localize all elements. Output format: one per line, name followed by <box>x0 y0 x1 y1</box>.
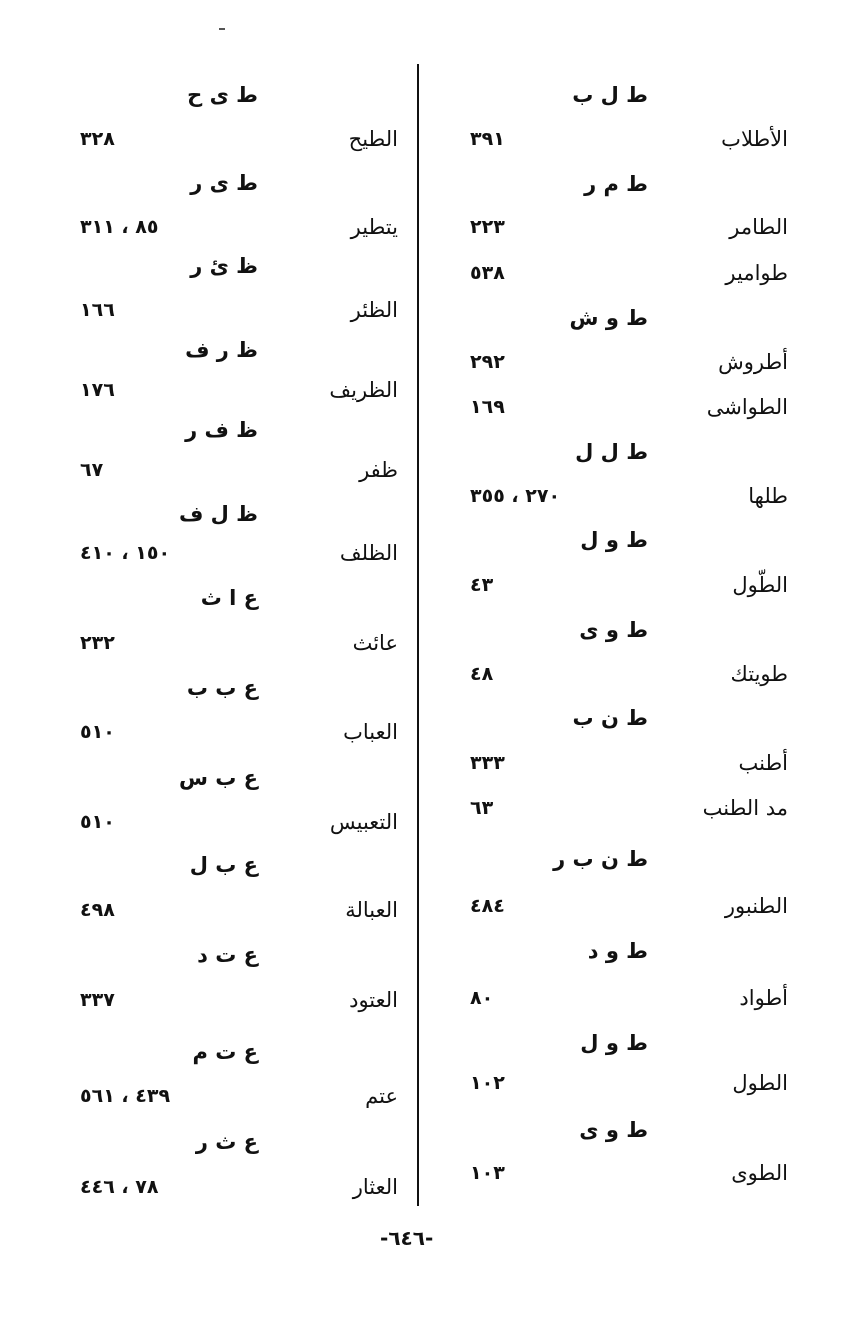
root-letters: ط و د <box>587 939 648 963</box>
index-entry <box>470 748 788 788</box>
root-letters: ط و ل <box>580 1031 648 1055</box>
entry-word: العبالة <box>345 898 398 922</box>
entry-page-refs: ٨٥ ، ٣١١ <box>80 216 159 238</box>
index-entry <box>470 124 788 164</box>
entry-page-refs: ٣٢٨ <box>80 128 115 150</box>
entry-page-refs: ١٠٣ <box>470 1162 505 1184</box>
root-heading <box>80 940 398 980</box>
index-entry <box>470 258 788 298</box>
entry-word: طلها <box>748 484 788 508</box>
root-heading <box>470 525 788 565</box>
entry-word: أطنب <box>738 751 788 775</box>
entry-page-refs: ٢٣٢ <box>80 632 115 654</box>
root-heading <box>470 1115 788 1155</box>
index-entry <box>470 793 788 833</box>
root-letters: ط ن ب <box>572 706 648 730</box>
root-heading <box>470 615 788 655</box>
root-heading <box>80 335 398 375</box>
root-letters: ط ى ح <box>187 83 258 107</box>
entry-word: ظفر <box>359 458 398 482</box>
entry-page-refs: ١٥٠ ، ٤١٠ <box>80 542 171 564</box>
column-divider <box>417 64 419 1206</box>
root-letters: ظ ر ف <box>185 338 258 362</box>
index-entry <box>470 392 788 432</box>
root-heading <box>470 169 788 209</box>
entry-word: الظلف <box>339 541 398 565</box>
entry-word: الطواشى <box>706 395 788 419</box>
root-heading <box>470 303 788 343</box>
root-letters: ط و ى <box>579 618 648 642</box>
entry-word: الظئر <box>350 298 398 322</box>
index-entry <box>470 1068 788 1108</box>
root-heading <box>470 437 788 477</box>
root-letters: ظ ل ف <box>178 502 258 526</box>
root-heading <box>80 1127 398 1167</box>
entry-page-refs: ٣٣٧ <box>80 989 115 1011</box>
index-entry <box>470 347 788 387</box>
root-heading <box>470 80 788 120</box>
entry-word: أطواد <box>739 986 788 1010</box>
index-entry <box>80 717 398 757</box>
entry-page-refs: ٣٣٣ <box>470 752 505 774</box>
root-letters: ع ب ل <box>189 853 258 877</box>
entry-word: الأطلاب <box>721 127 788 151</box>
entry-word: العثار <box>352 1175 398 1199</box>
entry-word: يتطير <box>350 215 398 239</box>
index-entry <box>470 983 788 1023</box>
root-heading <box>80 763 398 803</box>
root-letters: ط و ى <box>579 1118 648 1142</box>
entry-page-refs: ٣٩١ <box>470 128 505 150</box>
entry-page-refs: ٤٣ <box>470 574 494 596</box>
entry-page-refs: ٦٧ <box>80 459 104 481</box>
root-letters: ع ت م <box>192 1040 258 1064</box>
entry-word: الطيح <box>348 127 398 151</box>
root-letters: ع ث ر <box>195 1130 258 1154</box>
root-letters: ع ب ب <box>186 676 258 700</box>
index-entry <box>80 538 398 578</box>
entry-page-refs: ٥١٠ <box>80 811 115 833</box>
entry-word: الطول <box>732 1071 788 1095</box>
entry-page-refs: ٤٩٨ <box>80 899 115 921</box>
entry-page-refs: ١٠٢ <box>470 1072 505 1094</box>
entry-word: مد الطنب <box>702 796 788 820</box>
index-entry <box>470 659 788 699</box>
entry-page-refs: ١٦٩ <box>470 396 505 418</box>
entry-page-refs: ٧٨ ، ٤٤٦ <box>80 1176 159 1198</box>
index-entry <box>80 375 398 415</box>
root-letters: ظ ف ر <box>185 418 258 442</box>
entry-page-refs: ١٧٦ <box>80 379 115 401</box>
index-entry <box>470 891 788 931</box>
scan-mark <box>219 28 225 30</box>
root-letters: ع ب س <box>178 766 258 790</box>
root-letters: ط و ل <box>580 528 648 552</box>
entry-page-refs: ٤٨٤ <box>470 895 505 917</box>
entry-word: أطروش <box>718 350 788 374</box>
root-heading <box>470 844 788 884</box>
index-entry <box>80 807 398 847</box>
root-heading <box>80 251 398 291</box>
entry-page-refs: ٢٩٢ <box>470 351 505 373</box>
entry-page-refs: ٤٣٩ ، ٥٦١ <box>80 1085 171 1107</box>
entry-page-refs: ١٦٦ <box>80 299 115 321</box>
root-letters: ط ل ب <box>572 83 648 107</box>
index-entry <box>80 212 398 252</box>
root-heading <box>80 80 398 120</box>
index-entry <box>80 985 398 1025</box>
root-heading <box>470 936 788 976</box>
page-number: -٦٤٦- <box>380 1226 434 1250</box>
root-heading <box>80 1037 398 1077</box>
root-heading <box>80 168 398 208</box>
index-entry <box>80 895 398 935</box>
index-entry <box>80 124 398 164</box>
index-entry <box>470 212 788 252</box>
root-heading <box>80 499 398 539</box>
root-letters: ظ ئ ر <box>190 254 258 278</box>
index-entry <box>470 481 788 521</box>
entry-word: عائث <box>352 631 398 655</box>
root-heading <box>470 1028 788 1068</box>
entry-page-refs: ٦٣ <box>470 797 494 819</box>
entry-page-refs: ٥١٠ <box>80 721 115 743</box>
entry-page-refs: ٨٠ <box>470 987 494 1009</box>
entry-page-refs: ٢٧٠ ، ٣٥٥ <box>470 485 561 507</box>
index-entry <box>470 570 788 610</box>
root-letters: ط ن ب ر <box>553 847 648 871</box>
entry-word: الطنبور <box>724 894 788 918</box>
index-entry <box>80 295 398 335</box>
entry-word: العباب <box>343 720 398 744</box>
entry-page-refs: ٢٢٣ <box>470 216 505 238</box>
entry-word: الطامر <box>729 215 788 239</box>
index-entry <box>80 455 398 495</box>
root-letters: ع ت د <box>197 943 258 967</box>
entry-word: الطوى <box>731 1161 788 1185</box>
root-letters: ع ا ث <box>200 586 258 610</box>
entry-word: طوامير <box>725 261 788 285</box>
entry-word: عتم <box>365 1084 398 1108</box>
entry-word: الطّول <box>732 573 788 597</box>
root-letters: ط م ر <box>584 172 648 196</box>
root-heading <box>80 415 398 455</box>
index-entry <box>470 1158 788 1198</box>
index-entry <box>80 1172 398 1212</box>
root-heading <box>80 850 398 890</box>
entry-page-refs: ٤٨ <box>470 663 494 685</box>
root-heading <box>80 583 398 623</box>
root-letters: ط و ش <box>569 306 648 330</box>
entry-word: الظريف <box>329 378 398 402</box>
index-entry <box>80 628 398 668</box>
entry-word: التعبيس <box>329 810 398 834</box>
root-heading <box>80 673 398 713</box>
entry-page-refs: ٥٣٨ <box>470 262 505 284</box>
root-letters: ط ى ر <box>190 171 258 195</box>
entry-word: طويتك <box>730 662 788 686</box>
root-heading <box>470 703 788 743</box>
entry-word: العتود <box>349 988 398 1012</box>
index-entry <box>80 1081 398 1121</box>
root-letters: ط ل ل <box>575 440 648 464</box>
